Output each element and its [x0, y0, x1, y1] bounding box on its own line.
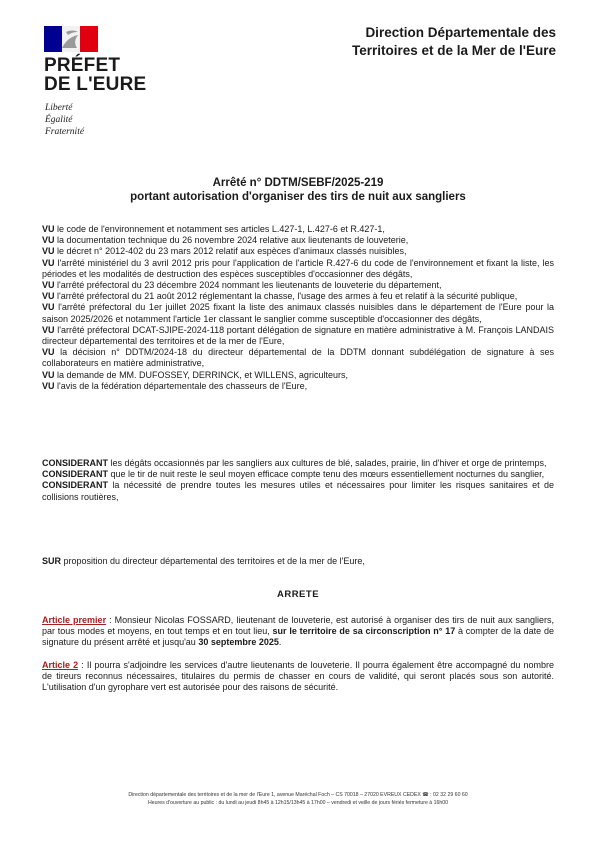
visa-item: VU la décision n° DDTM/2024-18 du directeur départemental de la DDTM donnant subdélégation de signature à ses collaborateurs en matière administrative,	[42, 347, 554, 369]
motto-liberte: Liberté	[45, 103, 73, 113]
arrete-heading: ARRETE	[276, 589, 320, 600]
prefecture-name	[44, 56, 146, 94]
prefecture-line-2: DE L'EURE	[44, 74, 147, 95]
visa-item: VU l'arrêté préfectoral du 1er juillet 2025 fixant la liste des animaux classés nuisibles dans le département de l'Eure pour la saison 2025/2026 et notamment l'article 1er classant le sanglier comme susceptible d'occasionner des dégâts,	[42, 302, 554, 324]
motto-egalite: Égalité	[45, 115, 73, 125]
visa-item: VU le code de l'environnement et notamment ses articles L.427-1, L.427-6 et R.427-1,	[42, 224, 385, 234]
article-2: Article 2 : Il pourra s'adjoindre les services d'autre lieutenants de louveterie. Il pourra également être accompagné du nombre de tireurs reconnus nécessaires, titulaires du permis de chasser en cours de validité, qui seront placés sous son autorité. L'utilisation d'un gyrophare vert est autorisée pour des raisons de sécurité.	[42, 660, 554, 693]
footer-hours: Heures d'ouverture au public : du lundi au jeudi 8h45 à 12h15/13h45 à 17h00 – vendredi et veille de jours fériés fermeture à 16h00	[147, 800, 449, 806]
footer-address: Direction départementale des territoires et de la mer de l'Eure 1, avenue Maréchal Foch – CS 70018 – 27020 EVREUX CEDEX ☎ : 02 32 29 60 60	[128, 792, 468, 798]
page-footer	[40, 791, 556, 807]
direction-line-2: Territoires et de la Mer de l'Eure	[351, 43, 556, 58]
visa-item: VU l'arrêté préfectoral du 23 décembre 2024 nommant les lieutenants de louveterie du département,	[42, 280, 442, 291]
visa-item: VU l'arrêté ministériel du 3 avril 2012 pris pour l'application de l'article R.427-6 du code de l'environnement et fixant la liste, les périodes et les modalités de destruction des espèces susceptibles d'occasionner des dégâts,	[42, 257, 554, 279]
prefecture-line-1: PRÉFET	[44, 55, 121, 76]
considerant-item: CONSIDERANT la nécessité de prendre toutes les mesures utiles et nécessaires pour limiter les risques sanitaires et de collisions routières,	[42, 480, 554, 502]
marianne-logo-icon	[44, 26, 98, 52]
visa-item: VU l'avis de la fédération départementale des chasseurs de l'Eure,	[42, 380, 308, 391]
considerant-item: CONSIDERANT que le tir de nuit reste le seul moyen efficace compte tenu des mœurs essentiellement nocturnes du sanglier,	[42, 469, 545, 480]
considerants-list	[42, 458, 554, 503]
visas-list	[42, 224, 554, 392]
article-2-label: Article 2	[42, 660, 79, 670]
direction-line-1: Direction Départementale des	[365, 25, 556, 40]
visa-item: VU la documentation technique du 26 novembre 2024 relative aux lieutenants de louveterie,	[42, 235, 409, 246]
visa-item: VU l'arrêté préfectoral DCAT-SJIPE-2024-118 portant délégation de signature en matière administrative à M. François LANDAIS directeur départemental des territoires et de la mer de l'Eure,	[42, 324, 554, 347]
considerant-item: CONSIDERANT les dégâts occasionnés par les sangliers aux cultures de blé, salades, prairie, lin d'hiver et orge de printemps,	[42, 458, 547, 468]
visa-item: VU la demande de MM. DUFOSSEY, DERRINCK, et WILLENS, agriculteurs,	[42, 369, 348, 380]
proposition: SUR proposition du directeur départemental des territoires et de la mer de l'Eure,	[42, 556, 365, 566]
motto-fraternite: Fraternité	[45, 127, 85, 137]
document-title	[0, 176, 596, 204]
decree-number: Arrêté n° DDTM/SEBF/2025-219	[212, 177, 384, 189]
visa-item: VU le décret n° 2012-402 du 23 mars 2012 relatif aux espèces d'animaux classés nuisibles,	[42, 246, 407, 257]
issuing-department	[352, 24, 556, 60]
republic-motto	[45, 102, 84, 138]
article-1: Article premier : Monsieur Nicolas FOSSARD, lieutenant de louveterie, est autorisé à organiser des tirs de nuit aux sangliers, par tous modes et moyens, en tout temps et en tout lieu, sur le territoire de sa circonscription n° 17 à compter de la date de signature du présent arrêté et jusqu'au 30 septembre 2025.	[42, 615, 555, 648]
article-1-label: Article premier	[42, 615, 107, 625]
decree-subject: portant autorisation d'organiser des tirs de nuit aux sangliers	[130, 191, 466, 203]
visa-item: VU l'arrêté préfectoral du 21 août 2012 réglementant la chasse, l'usage des armes à feu et relatif à la sécurité publique,	[42, 291, 518, 302]
